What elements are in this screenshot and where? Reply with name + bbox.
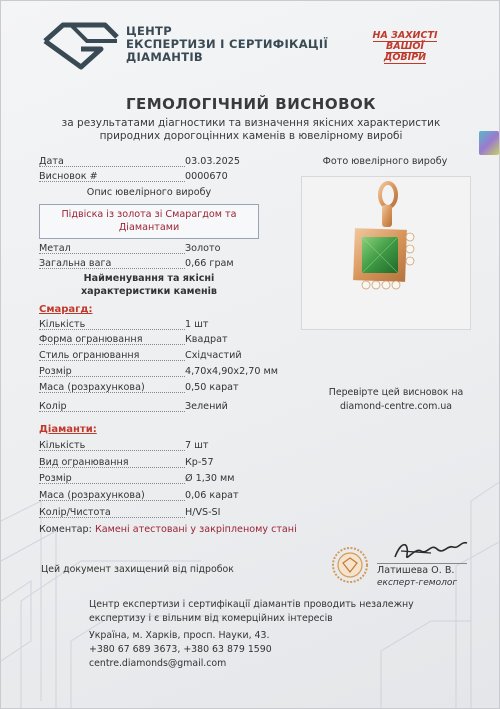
diamond-row (39, 473, 299, 486)
hologram-icon (479, 131, 499, 155)
property-value: 0,50 карат (185, 382, 239, 393)
document-subtitle (21, 117, 481, 143)
emerald-section-title: Смарагд: (39, 304, 93, 315)
property-label: Загальна вага (39, 258, 112, 269)
pendant-image (302, 177, 470, 329)
text: НА ЗАХИСТІ (372, 30, 438, 41)
property-value: Східчастий (185, 350, 242, 361)
property-label: Колір/Чистота (39, 507, 111, 518)
property-value: 4,70х4,90х2,70 мм (185, 366, 278, 377)
emerald-row (39, 319, 299, 332)
emerald-row (39, 382, 299, 395)
phones: +380 67 689 3673, +380 63 879 1590 (89, 644, 272, 655)
property-value: Зелений (185, 401, 228, 412)
text: експертизу і є вільним від комерційних інтересів (89, 613, 333, 624)
text: Коментар: (39, 524, 92, 535)
text: Підвіска із золота зі Смарагдом та (61, 209, 237, 220)
email-link[interactable]: centre.diamonds@gmail.com (89, 658, 227, 669)
verify-note (321, 386, 471, 414)
property-value: 7 шт (185, 440, 209, 451)
metal-row (39, 243, 299, 256)
property-value: 03.03.2025 (185, 156, 240, 167)
text: Центр експертизи і сертифікації діамантів проводить незалежну (89, 599, 414, 610)
property-label: Метал (39, 243, 71, 254)
property-label: Розмір (39, 366, 72, 377)
photo-label: Фото ювелірного виробу (322, 156, 448, 167)
footer-contacts (89, 629, 429, 671)
expert-block (377, 563, 467, 588)
expert-name: Латишева О. В. (377, 563, 467, 576)
slogan-stamp (359, 31, 451, 67)
date-row (39, 156, 299, 169)
item-description-box (39, 204, 259, 239)
jewelry-photo (301, 176, 471, 330)
text: Діамантами (118, 222, 180, 233)
property-value: Золото (185, 243, 221, 254)
footer-info (89, 598, 429, 626)
text: ДОВІРИ (383, 52, 427, 63)
gold-seal-icon (331, 546, 369, 584)
property-label: Висновок # (39, 171, 98, 182)
property-value: Квадрат (185, 334, 228, 345)
property-value: Кр-57 (185, 457, 214, 468)
text: ЕКСПЕРТИЗИ І СЕРТИФІКАЦІЇ (126, 37, 329, 51)
property-label: Форма огранювання (39, 334, 143, 345)
protection-note: Цей документ захищений від підробок (41, 564, 234, 575)
property-value: 0,66 грам (185, 258, 234, 269)
text: Перевірте цей висновок на (328, 387, 464, 398)
diamond-row (39, 507, 299, 520)
emerald-row (39, 401, 299, 414)
text: Камені атестовані у закріпленому стані (94, 524, 297, 535)
weight-row (39, 258, 299, 271)
property-label: Маса (розрахункова) (39, 490, 145, 501)
property-label: Маса (розрахункова) (39, 382, 145, 393)
text: ДІАМАНТІВ (126, 50, 203, 64)
diamond-logo-icon (41, 19, 121, 71)
emerald-row (39, 366, 299, 379)
text: за результатами діагностики та визначення якісних характеристик (61, 117, 441, 129)
comment-row (39, 524, 297, 535)
text: природних дорогоцінних каменів в ювелірному виробі (99, 130, 403, 142)
property-label: Розмір (39, 473, 72, 484)
text: ВАШОЇ (386, 41, 424, 52)
property-value: 0,06 карат (185, 490, 239, 501)
text: Найменування та якісні (83, 273, 215, 284)
property-value: 1 шт (185, 319, 209, 330)
property-label: Вид огранювання (39, 457, 129, 468)
stones-section-title (39, 272, 259, 298)
emerald-row (39, 334, 299, 347)
text: характеристики каменів (80, 286, 218, 297)
property-label: Колір (39, 401, 67, 412)
text: ЦЕНТР (126, 24, 172, 38)
property-label: Кількість (39, 440, 86, 451)
item-description-title: Опис ювелірного виробу (86, 187, 212, 198)
emerald-row (39, 350, 299, 363)
expert-title: експерт-гемолог (377, 578, 458, 588)
expert-signature (391, 537, 471, 565)
verify-link[interactable]: diamond-centre.com.ua (339, 401, 453, 412)
document-title: ГЕМОЛОГІЧНИЙ ВИСНОВОК (125, 95, 377, 113)
property-value: 0000670 (185, 171, 228, 182)
organization-name (126, 25, 328, 64)
diamond-row (39, 440, 299, 453)
address: Україна, м. Харків, просп. Науки, 43. (89, 630, 270, 641)
diamond-row (39, 490, 299, 503)
property-value: Ø 1,30 мм (185, 473, 235, 484)
property-label: Кількість (39, 319, 86, 330)
diamond-row (39, 457, 299, 470)
property-label: Стиль огранювання (39, 350, 140, 361)
property-value: H/VS-SI (185, 507, 221, 518)
number-row (39, 171, 299, 184)
diamonds-section-title: Діаманти: (39, 424, 97, 435)
property-label: Дата (39, 156, 64, 167)
